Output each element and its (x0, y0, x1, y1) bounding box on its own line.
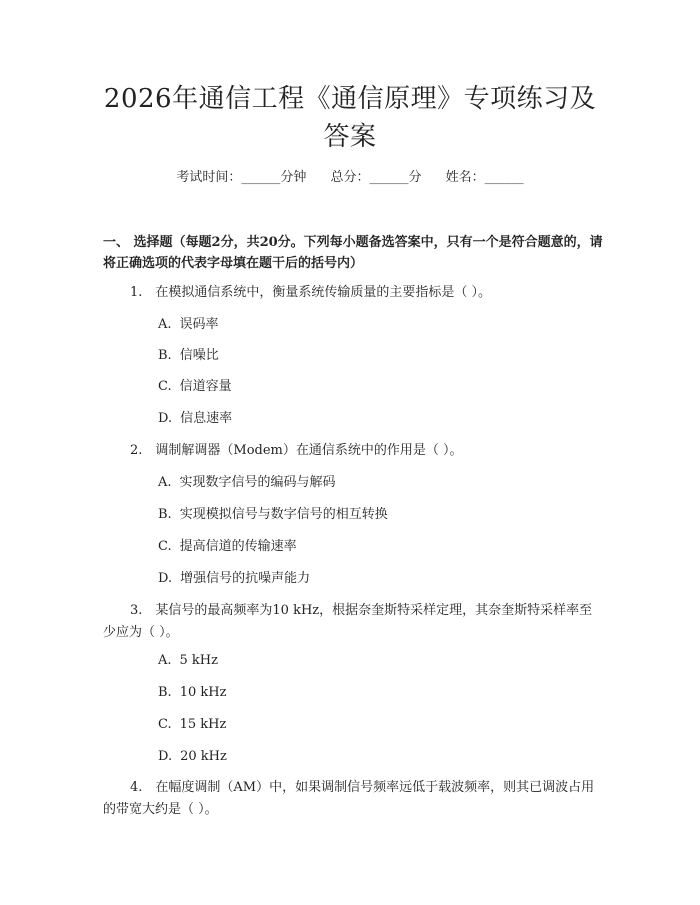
question-2: 2. 调制解调器（Modem）在通信系统中的作用是（ ）。 (130, 443, 463, 458)
question-4: 4. 在幅度调制（AM）中，如果调制信号频率远低于载波频率，则其已调波占用的带宽大约是（ ）。 (103, 780, 595, 817)
question-2-option-d (158, 569, 310, 589)
option-letter: A. (158, 653, 172, 668)
question-1-option-c (158, 377, 232, 397)
option-letter: C. (158, 379, 172, 394)
option-text: 20 kHz (180, 749, 227, 764)
question-1-option-b (158, 346, 219, 366)
question-3-option-c (158, 715, 226, 735)
section-heading: 一、 选择题（每题2分，共20分。下列每小题备选答案中，只有一个是符合题意的，请将正确选项的代表字母填在题干后的括号内） (103, 235, 603, 271)
exam-time: 考试时间：______分钟 (176, 170, 307, 185)
option-letter: D. (158, 411, 173, 426)
option-letter: D. (158, 571, 173, 586)
question-2-option-b (158, 505, 388, 525)
question-2-option-a (158, 473, 336, 493)
option-letter: B. (158, 685, 172, 700)
option-letter: C. (158, 717, 172, 732)
option-letter: A. (158, 317, 172, 332)
exam-meta (0, 168, 700, 188)
option-text: 信噪比 (179, 348, 219, 363)
option-text: 信息速率 (180, 411, 233, 426)
question-3-option-b (158, 683, 226, 703)
option-text: 增强信号的抗噪声能力 (180, 571, 311, 586)
option-text: 实现模拟信号与数字信号的相互转换 (179, 507, 388, 522)
option-text: 提高信道的传输速率 (179, 539, 297, 554)
exam-name: 姓名：______ (445, 170, 524, 185)
question-3-option-a (158, 651, 218, 671)
option-letter: D. (158, 749, 173, 764)
option-text: 实现数字信号的编码与解码 (179, 475, 336, 490)
option-text: 信道容量 (179, 379, 232, 394)
exam-score: 总分：______分 (330, 170, 422, 185)
option-text: 10 kHz (179, 685, 227, 700)
question-1-option-a (158, 315, 219, 335)
option-text: 误码率 (179, 317, 219, 332)
option-letter: C. (158, 539, 172, 554)
option-letter: A. (158, 475, 172, 490)
option-letter: B. (158, 507, 172, 522)
question-1: 1. 在模拟通信系统中，衡量系统传输质量的主要指标是（ ）。 (130, 285, 492, 300)
question-3-option-d (158, 747, 227, 767)
question-2-option-c (158, 537, 297, 557)
option-letter: B. (158, 348, 172, 363)
question-1-option-d (158, 409, 232, 429)
option-text: 5 kHz (179, 653, 218, 668)
option-text: 15 kHz (179, 717, 227, 732)
document-title: 2026年通信工程《通信原理》专项练习及答案 (103, 84, 597, 152)
question-3: 3. 某信号的最高频率为10 kHz，根据奈奎斯特采样定理，其奈奎斯特采样率至少应为（ ）。 (103, 603, 593, 640)
